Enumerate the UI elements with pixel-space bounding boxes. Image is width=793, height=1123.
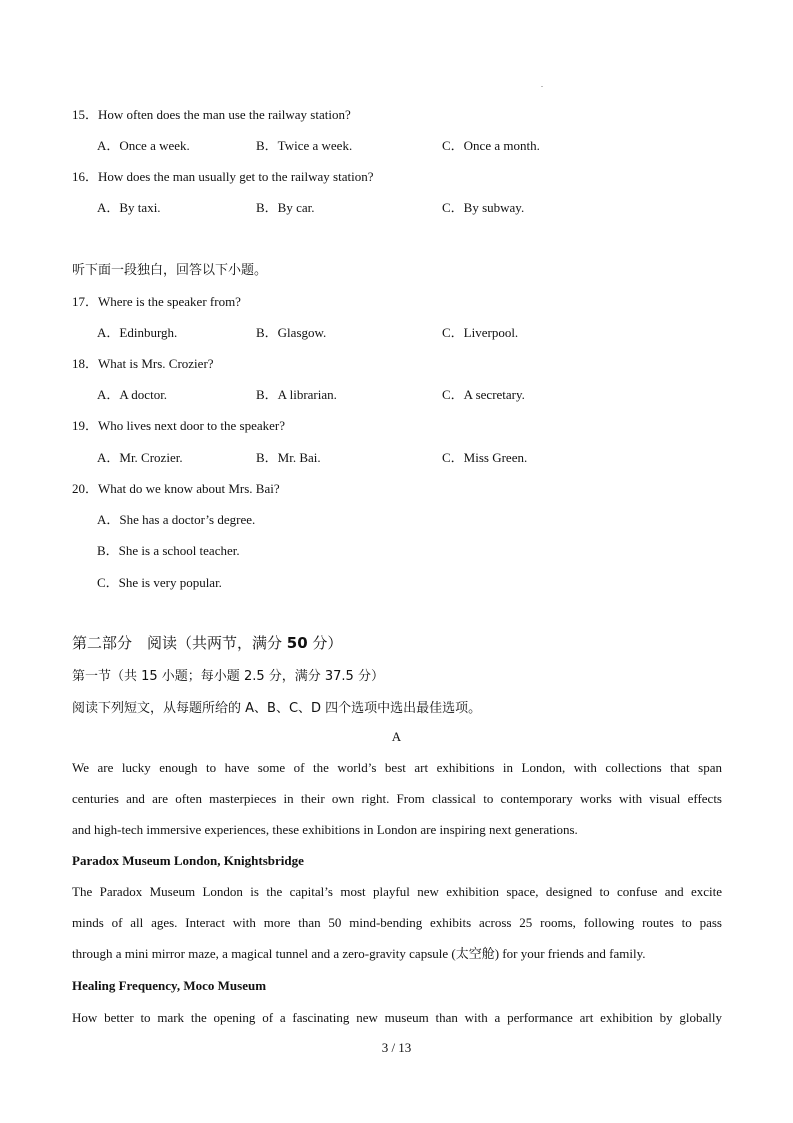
question-16 xyxy=(72,166,373,185)
part-two-title xyxy=(72,632,342,653)
question-number: 15． xyxy=(72,107,99,122)
paragraph-line: and high-tech immersive experiences, these exhibitions in London are inspiring next generations. xyxy=(72,822,578,837)
paragraph-line: We are lucky enough to have some of the world’s best art exhibitions in London, with collections that span xyxy=(72,760,722,775)
paragraph-line: through a mini mirror maze, a magical tunnel and a zero-gravity capsule (太空舱) for your friends and family. xyxy=(72,946,646,961)
question-text: What do we know about Mrs. Bai? xyxy=(98,481,280,496)
option-a: A．Edinburgh. xyxy=(97,325,178,340)
option-a: A．By taxi. xyxy=(97,200,161,215)
reading-instruction: 阅读下列短文，从每题所给的 A、B、C、D 四个选项中选出最佳选项。 xyxy=(72,701,482,716)
part-title-score: 50 xyxy=(286,634,308,652)
paragraph-line: minds of all ages. Interact with more than 50 mind-bending exhibits across 25 rooms, following routes to pass xyxy=(72,915,722,930)
option-c: C．Miss Green. xyxy=(442,450,528,465)
passage-healing xyxy=(72,1002,722,1033)
question-20 xyxy=(72,478,280,497)
options-16 xyxy=(97,197,717,215)
question-number: 18． xyxy=(72,356,99,371)
option-a: A．Mr. Crozier. xyxy=(97,450,183,465)
question-text: Where is the speaker from? xyxy=(98,294,241,309)
monologue-instruction: 听下面一段独白，回答以下小题。 xyxy=(72,263,268,278)
section-heading-paradox: Paradox Museum London, Knightsbridge xyxy=(72,853,304,868)
question-number: 19． xyxy=(72,418,99,433)
passage-intro xyxy=(72,752,722,845)
paragraph-line: The Paradox Museum London is the capital’s most playful new exhibition space, designed to confuse and excite xyxy=(72,884,722,899)
option-c: C．Once a month. xyxy=(442,138,540,153)
question-15 xyxy=(72,104,351,123)
option-b: B．By car. xyxy=(256,200,315,215)
option-b: B．A librarian. xyxy=(256,387,337,402)
options-18 xyxy=(97,384,717,402)
question-text: Who lives next door to the speaker? xyxy=(98,418,286,433)
option-b: B．She is a school teacher. xyxy=(97,543,240,558)
question-text: What is Mrs. Crozier? xyxy=(98,356,214,371)
section-one-heading: 第一节（共 15 小题；每小题 2.5 分，满分 37.5 分） xyxy=(72,669,384,684)
option-a: A．She has a doctor’s degree. xyxy=(97,512,256,527)
option-a: A．A doctor. xyxy=(97,387,168,402)
option-b: B．Mr. Bai. xyxy=(256,450,321,465)
option-c: C．Liverpool. xyxy=(442,325,519,340)
options-19 xyxy=(97,447,717,465)
option-b: B．Glasgow. xyxy=(256,325,327,340)
passage-label: A xyxy=(391,729,402,744)
option-a: A．Once a week. xyxy=(97,138,190,153)
question-19 xyxy=(72,415,285,434)
question-number: 16． xyxy=(72,169,99,184)
paragraph-line: centuries and are often masterpieces in their own right. From classical to contemporary works with visual effects xyxy=(72,791,722,806)
option-b: B．Twice a week. xyxy=(256,138,353,153)
option-c: C．She is very popular. xyxy=(97,575,222,590)
question-text: How does the man usually get to the railway station? xyxy=(98,169,374,184)
option-c: C．By subway. xyxy=(442,200,525,215)
options-17 xyxy=(97,322,717,340)
section-heading-healing: Healing Frequency, Moco Museum xyxy=(72,978,267,993)
options-15 xyxy=(97,135,717,153)
part-title-text: 第二部分 阅读（共两节，满分 xyxy=(72,634,287,652)
question-17 xyxy=(72,291,241,310)
question-18 xyxy=(72,353,214,372)
part-title-suffix: 分） xyxy=(307,634,343,652)
page-number: 3 / 13 xyxy=(381,1040,412,1055)
paragraph-line: How better to mark the opening of a fascinating new museum than with a performance art exhibition by globally xyxy=(72,1010,722,1025)
question-text: How often does the man use the railway station? xyxy=(98,107,351,122)
scan-speck xyxy=(541,86,543,87)
question-number: 20． xyxy=(72,481,99,496)
option-c: C．A secretary. xyxy=(442,387,525,402)
passage-paradox xyxy=(72,876,722,969)
question-number: 17． xyxy=(72,294,99,309)
